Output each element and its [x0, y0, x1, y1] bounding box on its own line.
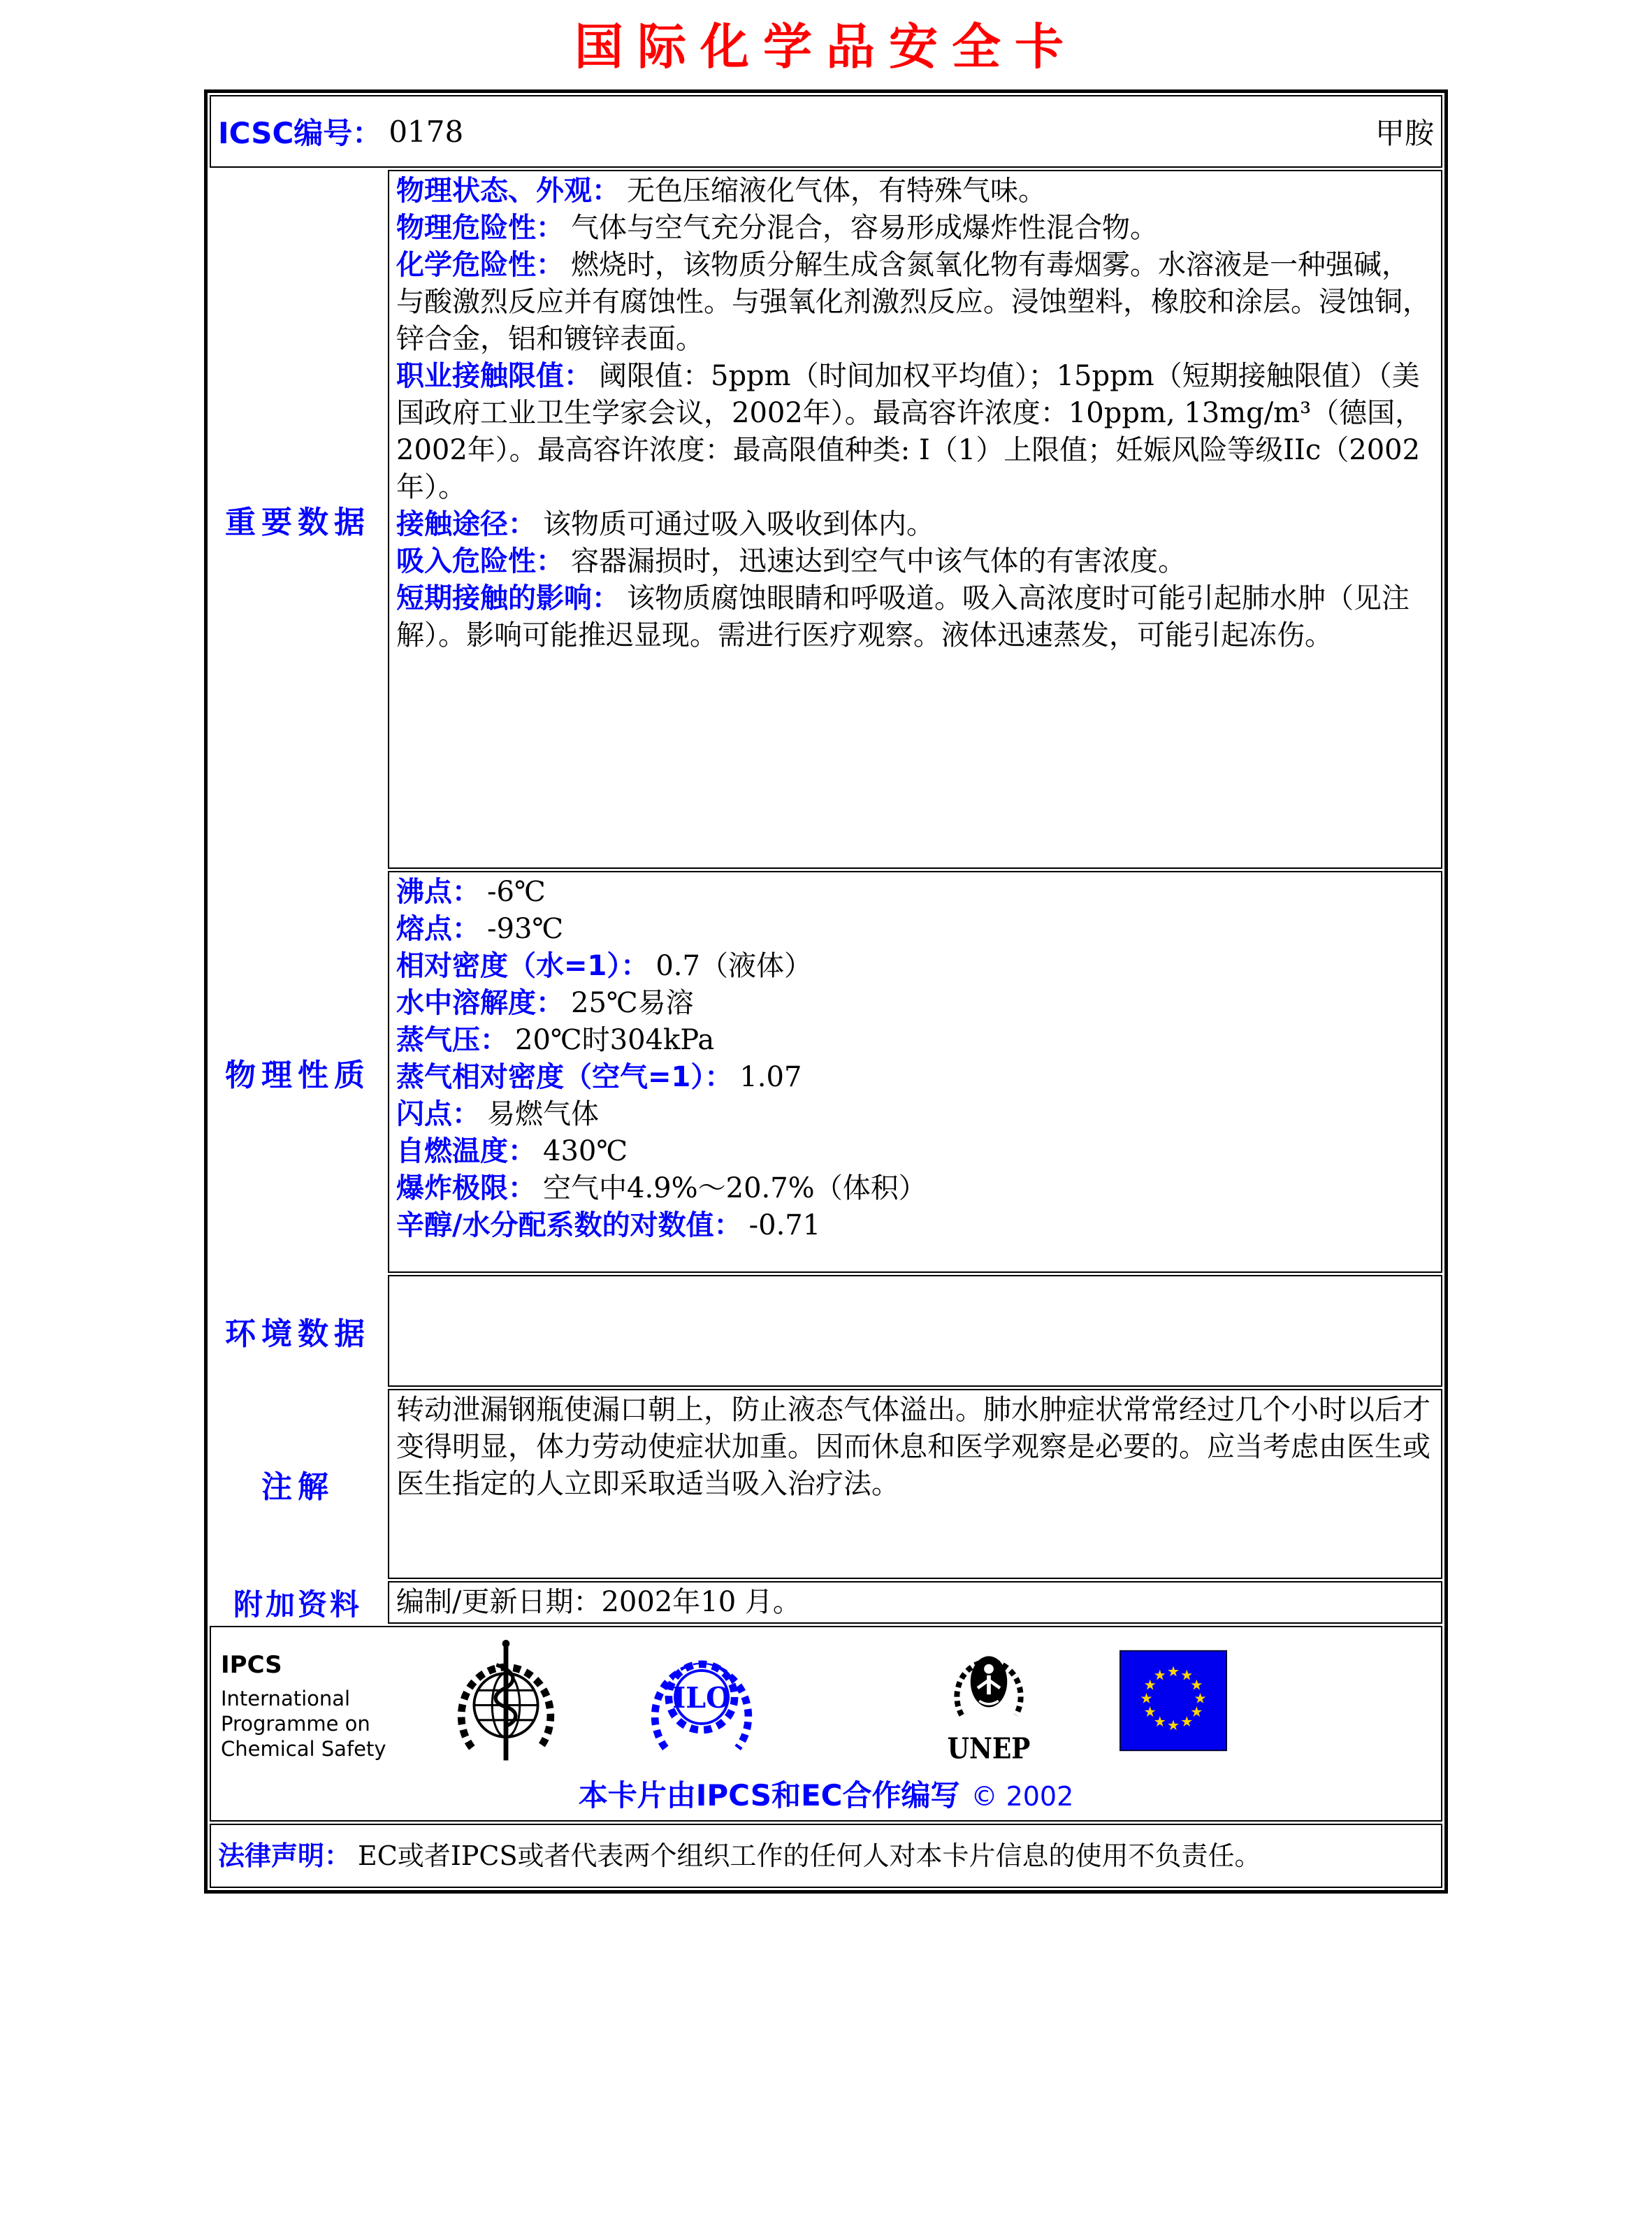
icsc-card-table [204, 89, 1448, 1894]
header-row [210, 95, 1442, 168]
icsc-number-label: ICSC编号： [218, 116, 382, 150]
legal-notice-text: EC或者IPCS或者代表两个组织工作的任何人对本卡片信息的使用不负责任。 [358, 1840, 1261, 1871]
credit-year: © 2002 [971, 1781, 1074, 1812]
who-emblem-icon [453, 1637, 559, 1771]
field-label: 水中溶解度： [396, 987, 564, 1019]
field-row [396, 874, 1434, 911]
field-text: 20℃时304kPa [515, 1024, 715, 1056]
field-text: 1.07 [739, 1061, 802, 1093]
chemical-name: 甲胺 [1375, 116, 1434, 150]
icsc-number-value: 0178 [389, 114, 464, 149]
field-label: 熔点： [396, 913, 480, 945]
section-content-notes [388, 1389, 1442, 1579]
section-label-environmental-data: 环境数据 [225, 1316, 370, 1352]
field-label: 物理危险性： [396, 212, 564, 244]
legal-notice-row [210, 1824, 1442, 1888]
field-text: 430℃ [543, 1135, 628, 1167]
field-label: 职业接触限值： [396, 360, 592, 392]
field-text: 无色压缩液化气体，有特殊气味。 [627, 175, 1046, 207]
section-content-important-data [388, 170, 1442, 869]
section-content-additional-info [388, 1581, 1442, 1624]
field-text: 该物质腐蚀眼睛和呼吸道。吸入高浓度时可能引起肺水肿（见注解）。影响可能推迟显现。需进行医疗观察。液体迅速蒸发，可能引起冻伤。 [396, 582, 1410, 651]
field-row [396, 1096, 1434, 1133]
field-row [396, 358, 1434, 506]
section-content-physical-properties [388, 871, 1442, 1273]
field-text: -93℃ [487, 913, 564, 945]
ipcs-text-block [221, 1651, 386, 1761]
field-row [396, 911, 1434, 948]
unep-emblem-icon [945, 1637, 1033, 1773]
field-text: 易燃气体 [487, 1098, 599, 1130]
field-label: 化学危险性： [396, 249, 564, 281]
section-label-notes: 注解 [261, 1469, 334, 1505]
section-label-important-data: 重要数据 [225, 505, 370, 540]
logos-row [210, 1626, 1442, 1822]
field-label: 蒸气压： [396, 1024, 508, 1056]
field-row [396, 580, 1434, 654]
field-row [396, 1022, 1434, 1059]
eu-flag-icon [1120, 1650, 1227, 1752]
credit-line [211, 1773, 1441, 1815]
ipcs-line-2: Programme on [221, 1712, 370, 1736]
unep-letters: UNEP [947, 1731, 1031, 1766]
field-row [396, 210, 1434, 247]
field-text: -0.71 [748, 1209, 821, 1241]
ipcs-line-3: Chemical Safety [221, 1737, 386, 1761]
field-label: 接触途径： [396, 508, 536, 540]
field-text: 气体与空气充分混合，容易形成爆炸性混合物。 [571, 212, 1158, 244]
field-text: 该物质可通过吸入吸收到体内。 [543, 508, 934, 540]
field-label: 沸点： [396, 876, 480, 908]
field-text: 0.7（液体） [655, 950, 812, 982]
ipcs-acronym: IPCS [221, 1651, 282, 1679]
ilo-letters: ILO [672, 1680, 731, 1715]
legal-notice-label: 法律声明： [218, 1840, 352, 1871]
field-row [396, 1133, 1434, 1170]
field-row [396, 173, 1434, 210]
ipcs-line-1: International [221, 1687, 351, 1710]
section-label-physical-properties: 物理性质 [225, 1057, 370, 1093]
field-row [396, 543, 1434, 580]
field-text: 燃烧时，该物质分解生成含氮氧化物有毒烟雾。水溶液是一种强碱，与酸激烈反应并有腐蚀性。与强氧化剂激烈反应。浸蚀塑料，橡胶和涂层。浸蚀铜，锌合金，铝和镀锌表面。 [396, 249, 1430, 355]
field-label: 爆炸极限： [396, 1172, 536, 1204]
field-text: 容器漏损时，迅速达到空气中该气体的有害浓度。 [571, 545, 1186, 577]
field-text: -6℃ [487, 876, 546, 908]
section-content-environmental-data [388, 1275, 1442, 1387]
field-label: 闪点： [396, 1098, 480, 1130]
field-label: 物理状态、外观： [396, 175, 620, 207]
field-label: 吸入危险性： [396, 545, 564, 577]
field-label: 蒸气相对密度（空气=1）： [396, 1061, 733, 1093]
field-row [396, 1207, 1434, 1244]
section-label-additional-info: 附加资料 [233, 1587, 362, 1622]
field-label: 短期接触的影响： [396, 582, 620, 614]
field-row [396, 247, 1434, 358]
additional-info-text: 编制/更新日期：2002年10 月。 [396, 1586, 801, 1618]
credit-text: 本卡片由IPCS和EC合作编写 [578, 1778, 960, 1812]
notes-text: 转动泄漏钢瓶使漏口朝上，防止液态气体溢出。肺水肿症状常常经过几个小时以后才变得明显，体力劳动使症状加重。因而休息和医学观察是必要的。应当考虑由医生或医生指定的人立即采取适当吸入治疗法。 [396, 1394, 1430, 1500]
field-text: 空气中4.9%～20.7%（体积） [543, 1172, 927, 1204]
field-row [396, 948, 1434, 985]
field-row [396, 506, 1434, 543]
field-row [396, 985, 1434, 1022]
field-row [396, 1170, 1434, 1207]
field-label: 相对密度（水=1）： [396, 950, 649, 982]
ilo-emblem-icon [649, 1641, 755, 1761]
field-row [396, 1059, 1434, 1096]
page-title: 国际化学品安全卡 [574, 18, 1078, 75]
field-text: 阈限值：5ppm（时间加权平均值）；15ppm（短期接触限值）（美国政府工业卫生学家会议，2002年）。最高容许浓度：10ppm, 13mg/m³（德国，2002年）。最高容许浓度：最高限值种类: I（1）上限值；妊娠风险等级IIc（2002年）。 [396, 360, 1423, 503]
field-label: 自燃温度： [396, 1135, 536, 1167]
field-label: 辛醇/水分配系数的对数值： [396, 1209, 742, 1241]
field-text: 25℃易溶 [571, 987, 694, 1019]
